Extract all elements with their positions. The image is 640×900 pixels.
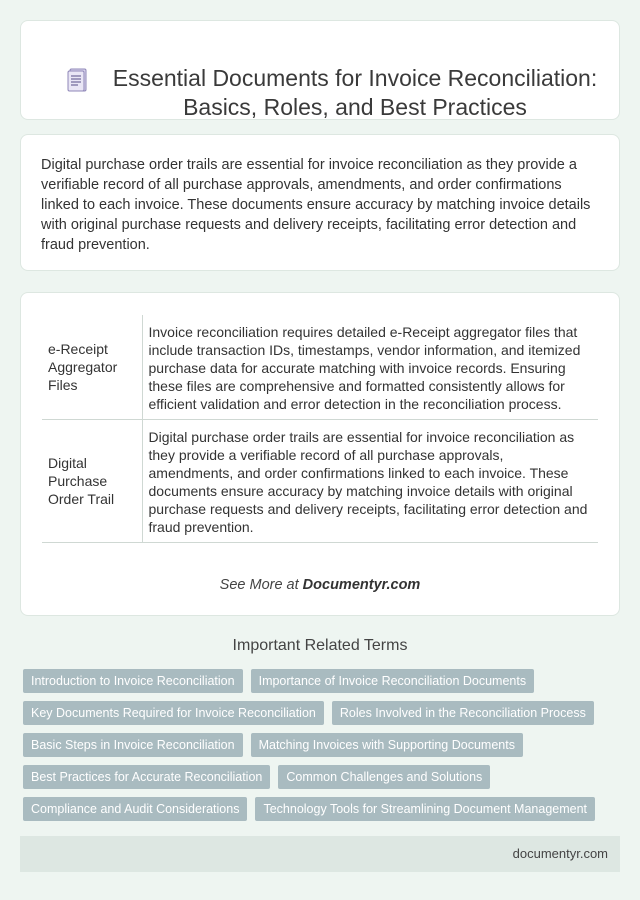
related-term-tag[interactable]: Roles Involved in the Reconciliation Process xyxy=(332,701,594,725)
document-icon xyxy=(67,67,89,93)
see-more-prefix: See More at xyxy=(219,577,303,593)
tag-row xyxy=(23,669,534,693)
related-term-tag[interactable]: Matching Invoices with Supporting Documents xyxy=(251,733,523,757)
document-name: e-Receipt Aggregator Files xyxy=(42,315,142,420)
related-term-tag[interactable]: Common Challenges and Solutions xyxy=(278,765,490,789)
related-term-tag[interactable]: Compliance and Audit Considerations xyxy=(23,797,247,821)
see-more-site[interactable]: Documentyr.com xyxy=(302,577,421,593)
page-title: Essential Documents for Invoice Reconciliation: Basics, Roles, and Best Practices xyxy=(112,65,598,120)
tag-row xyxy=(23,765,490,789)
related-term-tag[interactable]: Best Practices for Accurate Reconciliation xyxy=(23,765,270,789)
related-term-tag[interactable]: Key Documents Required for Invoice Reconciliation xyxy=(23,701,324,725)
document-description: Digital purchase order trails are essential for invoice reconciliation as they provide a verifiable record of all purchase approvals, amendments, and order confirmations linked to each invoice. These documents ensure accuracy by matching invoice details with original purchase requests and delivery receipts, facilitating error detection and fraud prevention. xyxy=(148,429,588,535)
document-description: Invoice reconciliation requires detailed e-Receipt aggregator files that include transaction IDs, timestamps, vendor information, and itemized purchase data for accurate matching with invoice records. Ensuring these files are comprehensive and formatted consistently allows for efficient validation and error detection in the reconciliation process. xyxy=(148,324,581,412)
related-term-tag[interactable]: Basic Steps in Invoice Reconciliation xyxy=(23,733,243,757)
table-row xyxy=(42,315,598,420)
tag-row xyxy=(23,797,595,821)
related-term-tag[interactable]: Introduction to Invoice Reconciliation xyxy=(23,669,243,693)
related-term-tag[interactable]: Technology Tools for Streamlining Document Management xyxy=(255,797,595,821)
related-terms-heading: Important Related Terms xyxy=(232,637,408,654)
intro-text: Digital purchase order trails are essential for invoice reconciliation as they provide a verifiable record of all purchase approvals, amendments, and order confirmations linked to each invoice. These documents ensure accuracy by matching invoice details with original purchase requests and delivery receipts, facilitating error detection and fraud prevention. xyxy=(41,157,591,253)
title-card xyxy=(20,20,620,120)
documents-card xyxy=(20,292,620,616)
tag-row xyxy=(23,701,594,725)
see-more-link[interactable] xyxy=(21,577,619,593)
tag-row xyxy=(23,733,523,757)
intro-card xyxy=(20,134,620,271)
documents-table xyxy=(42,315,598,543)
footer xyxy=(20,836,620,872)
table-row xyxy=(42,420,598,543)
related-term-tag[interactable]: Importance of Invoice Reconciliation Documents xyxy=(251,669,535,693)
footer-site-link[interactable]: documentyr.com xyxy=(512,846,608,861)
document-name: Digital Purchase Order Trail xyxy=(42,420,142,543)
